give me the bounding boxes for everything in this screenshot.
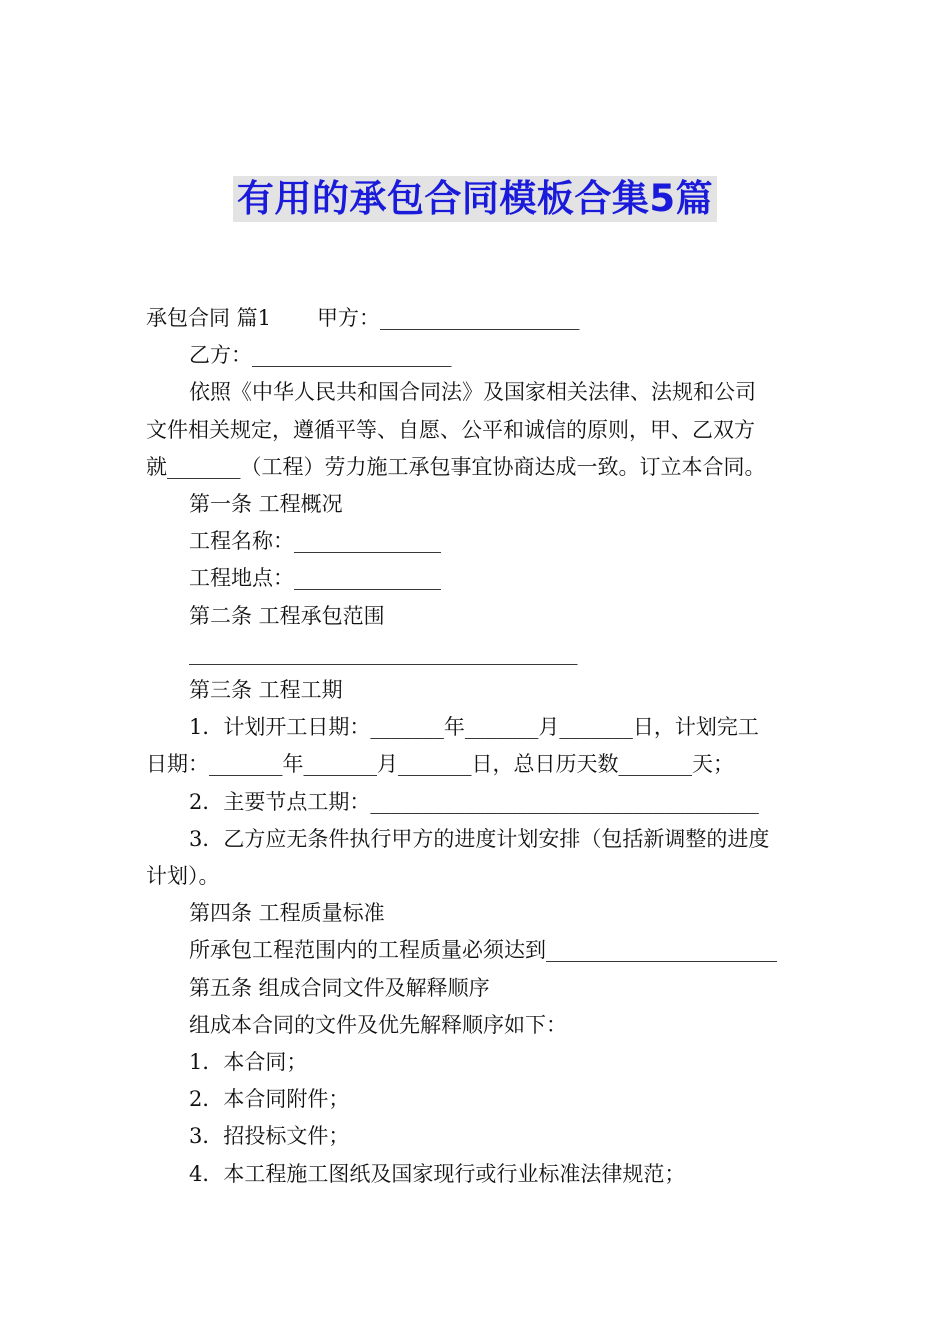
project-name-field: 工程名称：______________ xyxy=(189,529,441,554)
paragraph-line: 就_______（工程）劳力施工承包事宜协商达成一致。订立本合同。 xyxy=(146,454,766,479)
article-heading: 第五条 组成合同文件及解释顺序 xyxy=(189,975,490,1000)
list-item: 3．招投标文件； xyxy=(189,1124,350,1149)
section-heading: 承包合同 篇1 xyxy=(146,306,272,330)
article-heading: 第一条 工程概况 xyxy=(189,492,343,517)
list-item: 4．本工程施工图纸及国家现行或行业标准法律规范； xyxy=(189,1161,686,1186)
schedule-line: 1．计划开工日期：_______年_______月_______日，计划完工 xyxy=(189,715,759,740)
line-party-a xyxy=(146,300,808,337)
article-heading: 第三条 工程工期 xyxy=(189,678,343,703)
paragraph-line: 文件相关规定，遵循平等、自愿、公平和诚信的原则，甲、乙双方 xyxy=(146,417,755,442)
quality-line: 所承包工程范围内的工程质量必须达到______________________ xyxy=(189,938,777,963)
list-item: 2．本合同附件； xyxy=(189,1087,350,1112)
party-a-field: 甲方：___________________ xyxy=(317,306,580,330)
scope-blank-line: _____________________________________ xyxy=(189,640,578,665)
list-item: 1．本合同； xyxy=(189,1050,308,1075)
milestone-line: 2．主要节点工期：_____________________________________ xyxy=(189,789,759,814)
paragraph-line: 依照《中华人民共和国合同法》及国家相关法律、法规和公司 xyxy=(189,380,756,405)
article-heading: 第四条 工程质量标准 xyxy=(189,901,385,926)
paragraph-line: 计划）。 xyxy=(146,864,220,889)
line-party-b: 乙方：___________________ xyxy=(189,343,452,368)
title-container xyxy=(0,176,950,222)
paragraph-line: 组成本合同的文件及优先解释顺序如下： xyxy=(189,1012,567,1037)
paragraph-line: 3．乙方应无条件执行甲方的进度计划安排（包括新调整的进度 xyxy=(189,826,770,851)
schedule-line: 日期：_______年_______月_______日，总日历天数_______天； xyxy=(146,752,734,777)
project-location-field: 工程地点：______________ xyxy=(189,566,441,591)
document-title: 有用的承包合同模板合集5篇 xyxy=(233,176,717,222)
document-body xyxy=(146,300,808,1193)
article-heading: 第二条 工程承包范围 xyxy=(189,603,385,628)
